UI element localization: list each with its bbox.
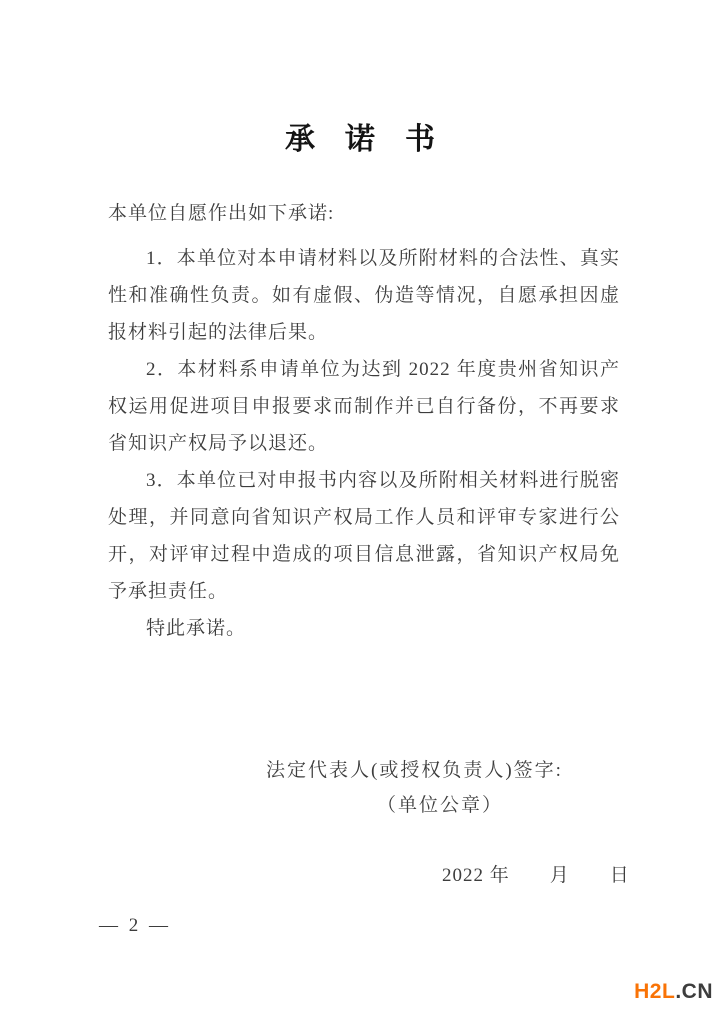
watermark-logo [634,980,713,1004]
intro-line: 本单位自愿作出如下承诺: [108,203,335,224]
paragraph-3: 3．本单位已对申报书内容以及所附相关材料进行脱密处理，并同意向省知识产权局工作人员和评审专家进行公开，对评审过程中造成的项目信息泄露，省知识产权局免予承担责任。 [108,470,620,602]
closing-line: 特此承诺。 [146,618,247,639]
watermark-brand-text: H2L [634,980,676,1003]
paragraph-1: 1．本单位对本申请材料以及所附材料的合法性、真实性和准确性负责。如有虚假、伪造等情况，自愿承担因虚报材料引起的法律后果。 [108,248,620,343]
document-body [108,195,620,647]
paragraph-2: 2．本材料系申请单位为达到 2022 年度贵州省知识产权运用促进项目申报要求而制作并已自行备份，不再要求省知识产权局予以退还。 [108,359,620,454]
document-title: 承 诺 书 [285,123,435,156]
date-line: 2022 年 月 日 [442,865,630,886]
page-number: — 2 — [99,915,171,936]
seal-label: （单位公章） [377,795,504,816]
watermark-suffix-text: .CN [675,980,713,1003]
signature-label: 法定代表人(或授权负责人)签字: [266,760,563,781]
